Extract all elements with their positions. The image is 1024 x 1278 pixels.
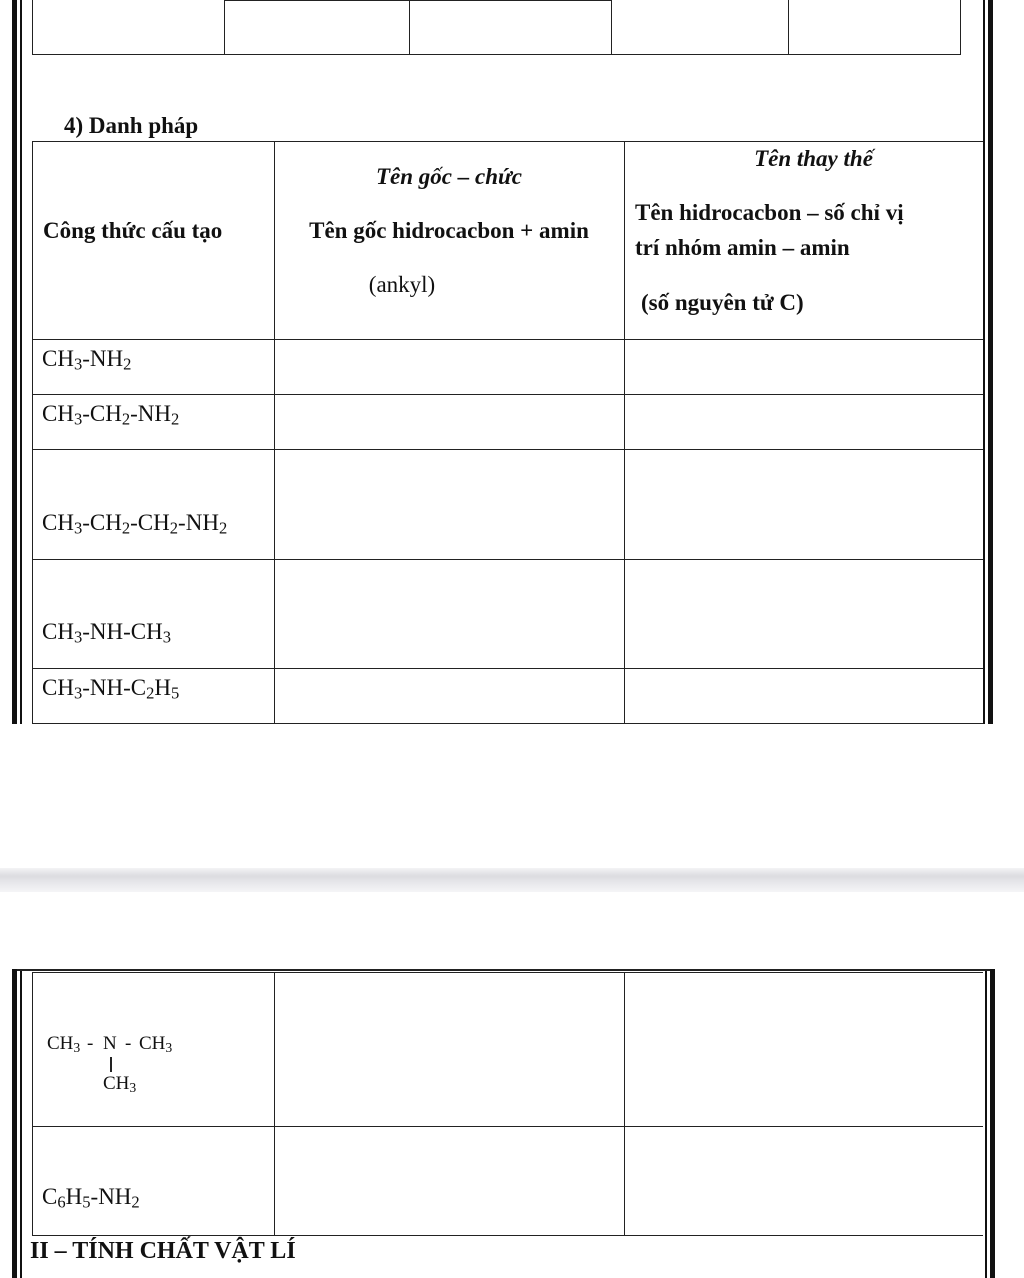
page-border-left	[12, 0, 17, 724]
page2-border-left-inner	[20, 969, 22, 1278]
header-ten-goc-chuc-title: Tên gốc – chức	[376, 164, 522, 189]
page2-border-left	[12, 969, 17, 1278]
header-ten-thay-the-formula-line1: Tên hidrocacbon – số chỉ vị	[635, 200, 904, 225]
section-heading: 4) Danh pháp	[64, 113, 199, 138]
structure-nitrogen: N	[103, 1033, 117, 1054]
header-ten-thay-the-title: Tên thay thế	[754, 146, 873, 171]
header-ten-thay-the-formula-line2: trí nhóm amin – amin	[635, 235, 850, 260]
page2-border-right-inner	[985, 969, 987, 1278]
page-border-right	[988, 0, 993, 724]
header-ten-goc-chuc-formula: Tên gốc hidrocacbon + amin	[309, 218, 589, 243]
formula-aniline: $C_6H_5-NH_2$	[42, 1184, 140, 1212]
next-section-heading: II – TÍNH CHẤT VẬT LÍ	[30, 1238, 296, 1264]
formula-row-4: $CH_3-NH-CH_3$	[42, 619, 172, 647]
formula-row-1: $CH_3-NH_2$	[42, 346, 132, 374]
formula-row-3: $CH_3-CH_2-CH_2-NH_2$	[42, 510, 228, 538]
structure-right-group: $CH_3$	[139, 1033, 173, 1055]
structure-bond-vertical	[110, 1057, 112, 1072]
structure-left-group: $CH_3$	[47, 1033, 81, 1055]
page-border-left-inner	[20, 0, 22, 724]
formula-row-5: $CH_3-NH-C_2H_5$	[42, 675, 180, 703]
page2-border-right	[990, 969, 995, 1278]
header-cong-thuc: Công thức cấu tạo	[43, 218, 223, 243]
page-border-right-inner	[983, 0, 985, 724]
formula-row-2: $CH_3-CH_2-NH_2$	[42, 401, 180, 429]
page-divider	[0, 868, 1024, 892]
header-ten-goc-chuc-note: (ankyl)	[368, 272, 436, 297]
header-ten-thay-the-note: (số nguyên tử C)	[641, 290, 804, 315]
structure-below-group: $CH_3$	[103, 1073, 137, 1095]
